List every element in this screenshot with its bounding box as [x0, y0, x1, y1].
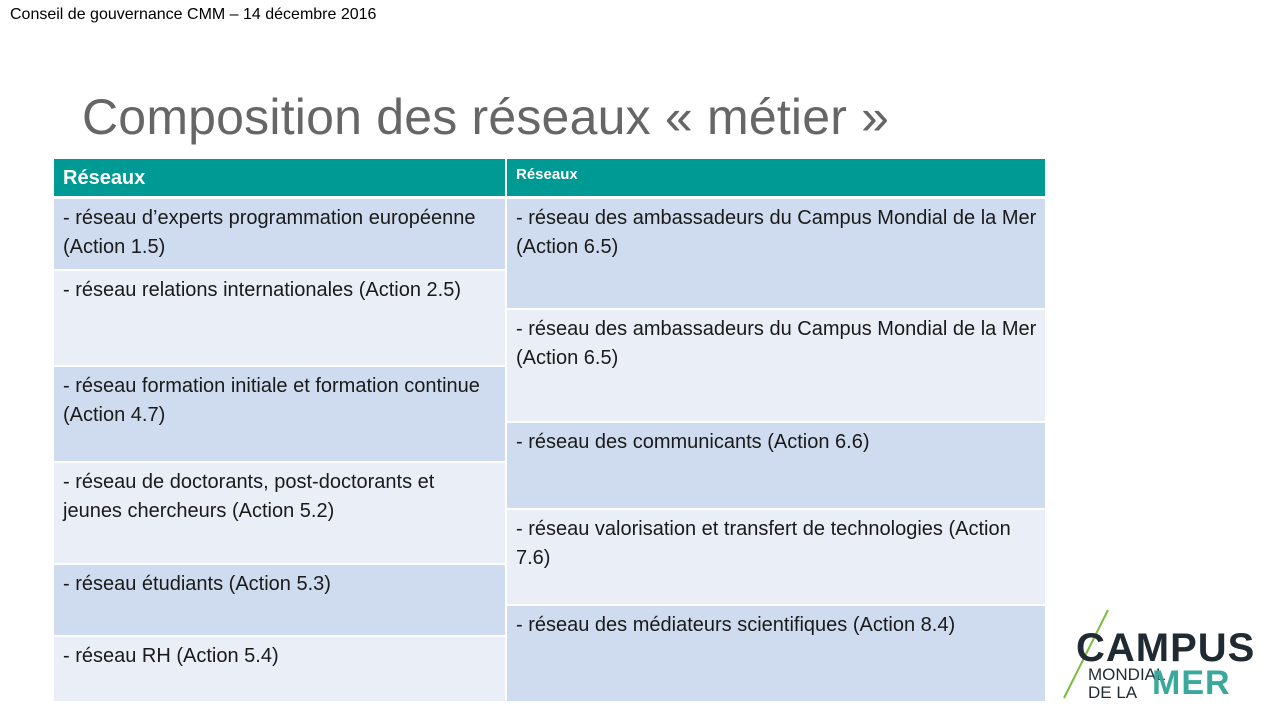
- logo-line-dela: DE LA: [1088, 683, 1138, 702]
- table-row: - réseau formation initiale et formation continue (Action 4.7): [54, 367, 505, 463]
- table-row: - réseau d’experts programmation européenne (Action 1.5): [54, 199, 505, 271]
- table-left-column: [54, 159, 505, 703]
- logo-line-campus: CAMPUS: [1076, 626, 1256, 670]
- slide-title: Composition des réseaux « métier »: [82, 89, 890, 145]
- table-row: - réseau de doctorants, post-doctorants et jeunes chercheurs (Action 5.2): [54, 463, 505, 565]
- header-note: Conseil de gouvernance CMM – 14 décembre 2016: [10, 6, 377, 23]
- table-row: - réseau des médiateurs scientifiques (Action 8.4): [507, 606, 1045, 703]
- table-row: - réseau RH (Action 5.4): [54, 637, 505, 703]
- table-row: - réseau des ambassadeurs du Campus Mondial de la Mer (Action 6.5): [507, 199, 1045, 310]
- table-row: - réseau valorisation et transfert de technologies (Action 7.6): [507, 510, 1045, 606]
- table-header-right: Réseaux: [507, 159, 1045, 196]
- table-row: - réseau des ambassadeurs du Campus Mondial de la Mer (Action 6.5): [507, 310, 1045, 423]
- logo-line-mer: MER: [1152, 664, 1231, 702]
- table-row: - réseau étudiants (Action 5.3): [54, 565, 505, 637]
- campus-mondial-logo: [1060, 608, 1256, 703]
- logo-line-mondial: MONDIAL: [1088, 665, 1166, 684]
- table-right-column: [507, 159, 1045, 703]
- table-header-left: Réseaux: [54, 159, 505, 196]
- table-row: - réseau relations internationales (Action 2.5): [54, 271, 505, 367]
- table-row: - réseau des communicants (Action 6.6): [507, 423, 1045, 510]
